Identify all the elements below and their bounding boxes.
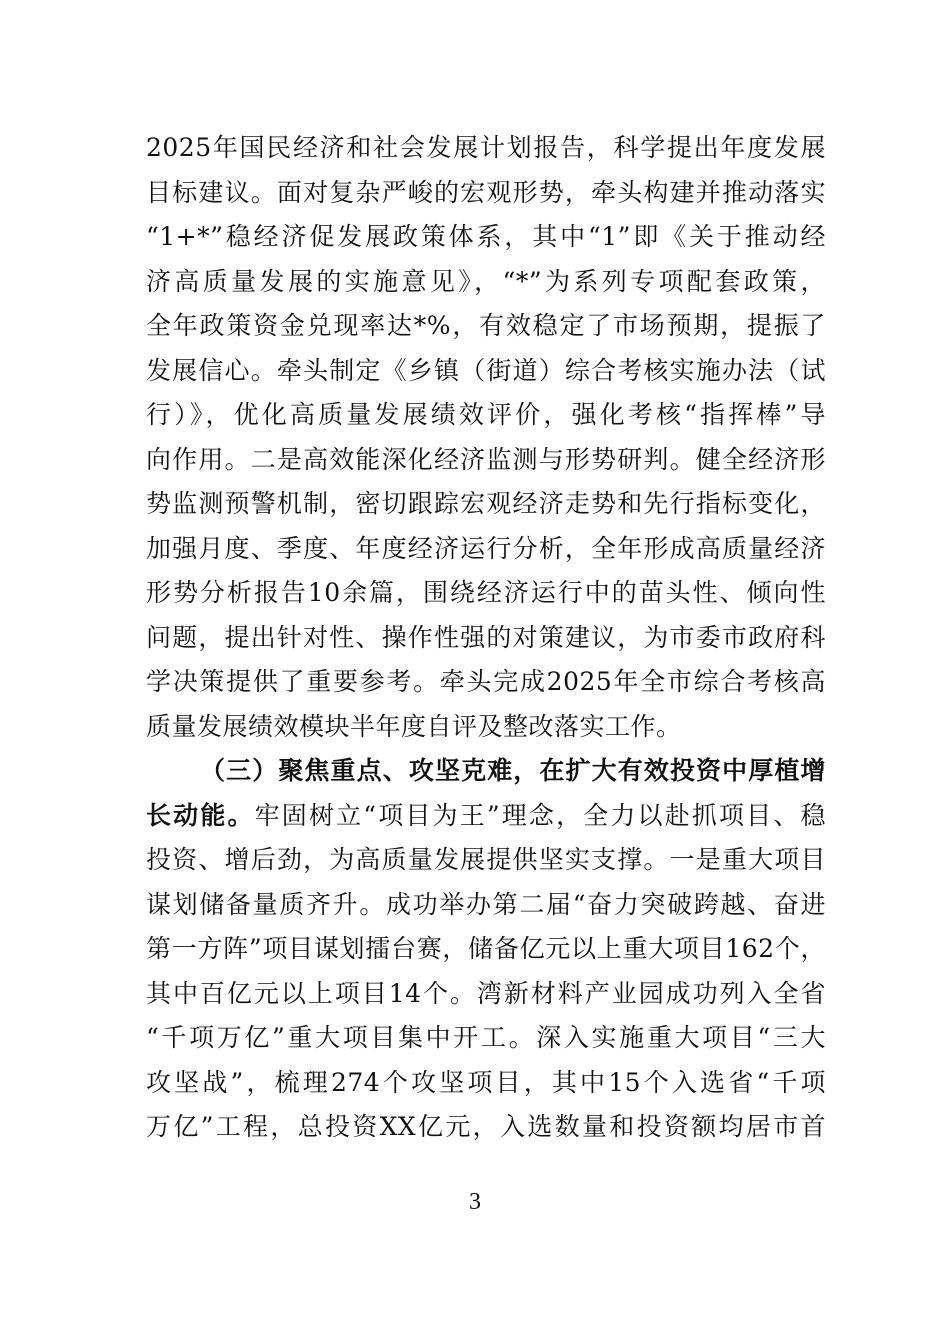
text-line: 形势分析报告10余篇，围绕经济运行中的苗头性、倾向性 (146, 578, 826, 607)
text-line: 目标建议。面对复杂严峻的宏观形势，牵头构建并推动落实 (146, 177, 826, 207)
page-number: 3 (469, 1189, 481, 1215)
text-line: 攻坚战”，梳理274个攻坚项目，其中15个入选省“千项 (146, 1067, 826, 1097)
text-line: 质量发展绩效模块半年度自评及整改落实工作。 (146, 711, 682, 741)
text-run: 牢固树立“项目为王”理念，全力以赴抓项目、稳 (254, 800, 826, 830)
text-line: 第一方阵”项目谋划擂台赛，储备亿元以上重大项目162个， (146, 934, 826, 963)
text-line: 行）》，优化高质量发展绩效评价，强化考核“指挥棒”导 (146, 400, 826, 429)
text-line: 加强月度、季度、年度经济运行分析，全年形成高质量经济 (146, 533, 826, 563)
section-heading: （三）聚焦重点、攻坚克难，在扩大有效投资中厚植增 (200, 756, 826, 785)
text-line: 投资、增后劲，为高质量发展提供坚实支撑。一是重大项目 (146, 845, 826, 874)
text-line: “1+*”稳经济促发展政策体系，其中“1”即《关于推动经 (146, 222, 826, 251)
text-line: 问题，提出针对性、操作性强的对策建议，为市委市政府科 (146, 622, 826, 652)
text-line: 谋划储备量质齐升。成功举办第二届“奋力突破跨越、奋进 (146, 889, 826, 919)
text-line: 学决策提供了重要参考。牵头完成2025年全市综合考核高 (146, 667, 826, 696)
text-line: 全年政策资金兑现率达*%，有效稳定了市场预期，提振了 (146, 311, 826, 340)
body-text (146, 126, 826, 1150)
text-line (146, 794, 826, 839)
text-line: 势监测预警机制，密切跟踪宏观经济走势和先行指标变化， (146, 489, 826, 518)
text-line: 向作用。二是高效能深化经济监测与形势研判。健全经济形 (146, 444, 826, 474)
section-heading-end: 长动能。 (146, 800, 255, 830)
text-line: 万亿”工程，总投资XX亿元，入选数量和投资额均居市首 (146, 1112, 826, 1141)
text-line: 其中百亿元以上项目14个。湾新材料产业园成功列入全省 (146, 978, 826, 1008)
text-line: 2025年国民经济和社会发展计划报告，科学提出年度发展 (146, 133, 826, 162)
text-line: 发展信心。牵头制定《乡镇（街道）综合考核实施办法（试 (146, 355, 826, 385)
text-line: 济高质量发展的实施意见》，“*”为系列专项配套政策， (146, 266, 826, 296)
text-line: “千项万亿”重大项目集中开工。深入实施重大项目“三大 (146, 1023, 826, 1052)
